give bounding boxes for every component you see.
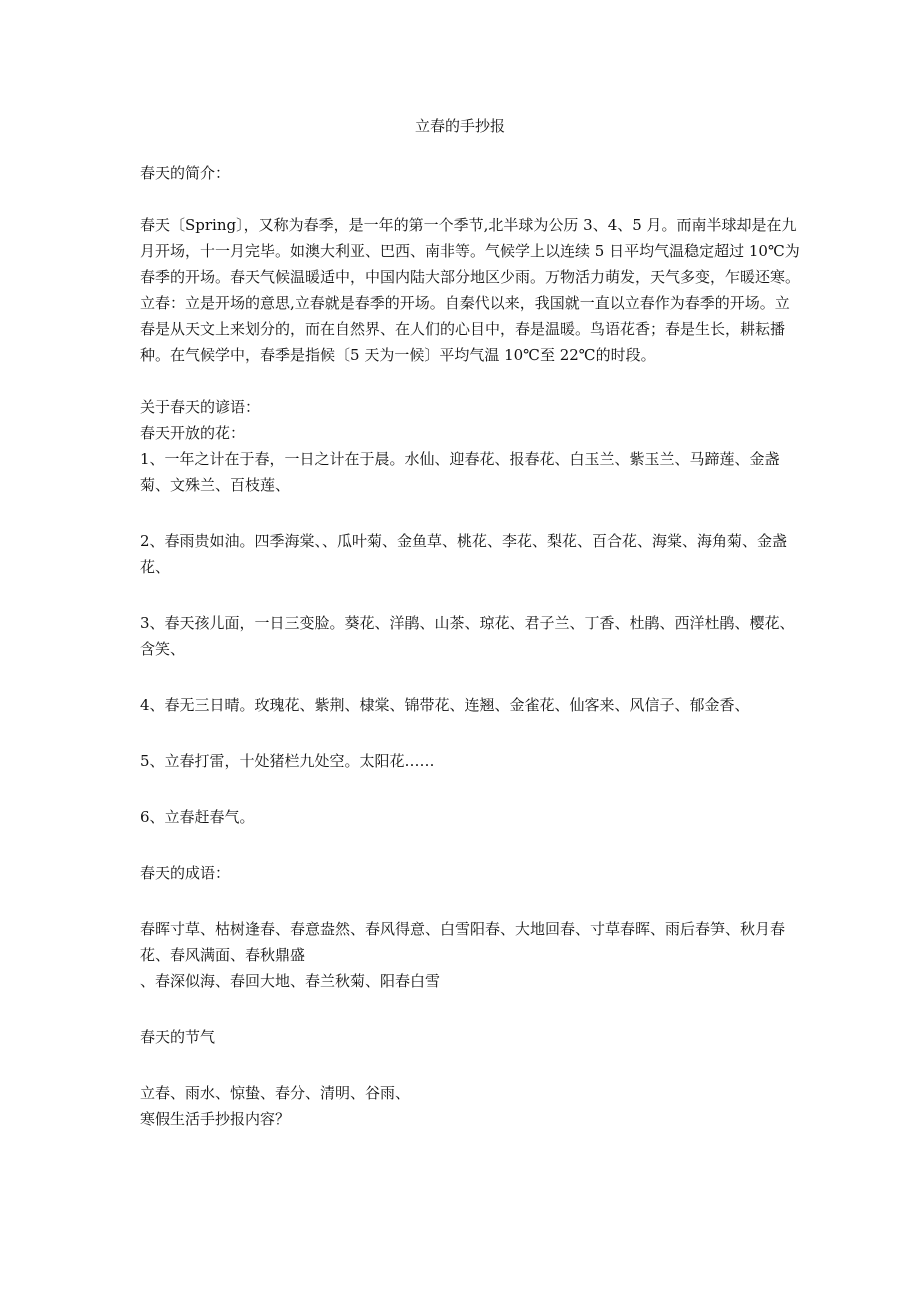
intro-paragraph: 春天〔Spring〕，又称为春季，是一年的第一个季节,北半球为公历 3、4、5 月。而南半球却是在九月开场，十一月完毕。如澳大利亚、巴西、南非等。气候学上以连续 5 日平均气温稳定超过 10℃为春季的开场。春天气候温暖适中，中国内陆大部分地区少雨。万物活力萌发，天气多变，乍暖还寒。立春：立是开场的意思,立春就是春季的开场。自秦代以来，我国就一直以立春作为春季的开场。立春是从天文上来划分的，而在自然界、在人们的心目中，春是温暖。鸟语花香；春是生长，耕耘播种。在气候学中，春季是指候〔5 天为一候〕平均气温 10℃至 22℃的时段。 xyxy=(140,216,801,364)
page-title: 立春的手抄报 xyxy=(414,117,505,135)
list-item: 4、春无三日晴。玫瑰花、紫荆、棣棠、锦带花、连翘、金雀花、仙客来、风信子、郁金香、 xyxy=(140,696,750,714)
solar-terms-heading: 春天的节气 xyxy=(140,1028,216,1046)
list-item: 2、春雨贵如油。四季海棠、、瓜叶菊、金鱼草、桃花、李花、梨花、百合花、海棠、海角菊、金盏花、 xyxy=(140,532,788,576)
closing-line: 寒假生活手抄报内容？ xyxy=(140,1110,291,1128)
solar-terms-text: 立春、雨水、惊蛰、春分、清明、谷雨、 xyxy=(140,1084,411,1102)
idioms-text-continued: 、春深似海、春回大地、春兰秋菊、阳春白雪 xyxy=(140,972,441,990)
list-item: 3、春天孩儿面，一日三变脸。葵花、洋鹃、山茶、琼花、君子兰、丁香、杜鹃、西洋杜鹃、樱花、含笑、 xyxy=(140,614,795,658)
list-item: 6、立春赶春气。 xyxy=(140,808,255,826)
intro-heading: 春天的简介： xyxy=(140,164,231,182)
document-body xyxy=(140,160,800,1132)
flowers-heading: 春天开放的花： xyxy=(140,424,246,442)
idioms-heading: 春天的成语： xyxy=(140,864,231,882)
idioms-text: 春晖寸草、枯树逢春、春意盎然、春风得意、白雪阳春、大地回春、寸草春晖、雨后春笋、秋月春花、春风满面、春秋鼎盛 xyxy=(140,920,786,964)
list-item: 1、一年之计在于春，一日之计在于晨。水仙、迎春花、报春花、白玉兰、紫玉兰、马蹄莲、金盏菊、文殊兰、百枝莲、 xyxy=(140,450,780,494)
list-item: 5、立春打雷，十处猪栏九处空。太阳花…… xyxy=(140,752,435,770)
proverbs-heading: 关于春天的谚语： xyxy=(140,398,261,416)
